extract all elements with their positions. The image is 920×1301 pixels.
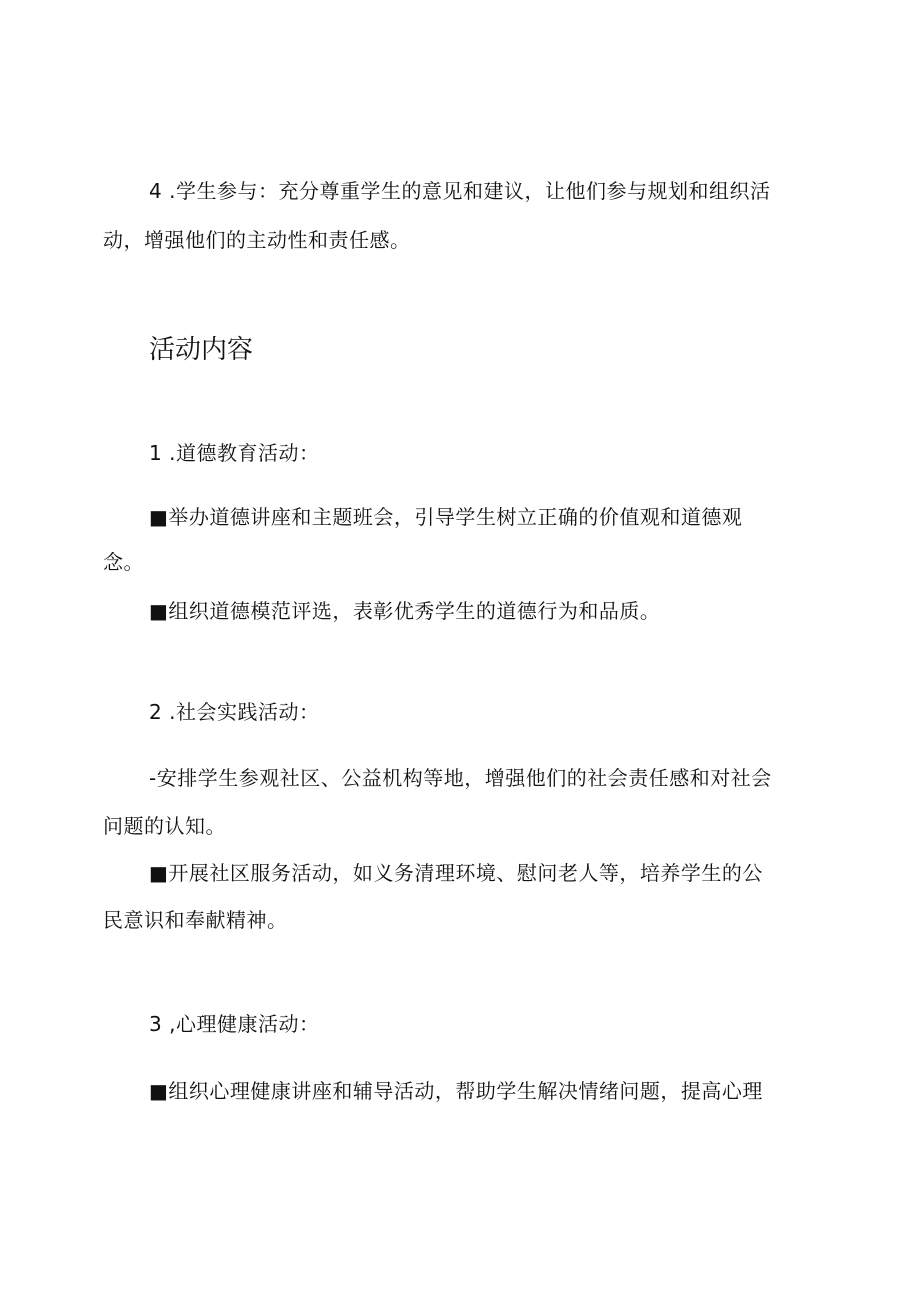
social-bullet2-line2: 民意识和奉献精神。 (103, 908, 288, 932)
item4-line2: 动，增强他们的主动性和责任感。 (103, 228, 411, 252)
moral-title: 1 .道德教育活动： (149, 441, 320, 465)
social-bullet2-line1: ■开展社区服务活动，如义务清理环境、慰问老人等，培养学生的公 (149, 861, 763, 885)
social-bullet1-line2: 问题的认知。 (103, 814, 226, 838)
moral-bullet2: ■组织道德模范评选，表彰优秀学生的道德行为和品质。 (149, 599, 661, 623)
social-title: 2 .社会实践活动： (149, 700, 320, 724)
item4-line1: 4 .学生参与：充分尊重学生的意见和建议，让他们参与规划和组织活 (149, 179, 771, 203)
section-title: 活动内容 (149, 335, 254, 365)
moral-bullet1-line2: 念。 (103, 550, 144, 574)
social-bullet1-line1: -安排学生参观社区、公益机构等地，增强他们的社会责任感和对社会 (149, 766, 772, 790)
mental-bullet1-line1: ■组织心理健康讲座和辅导活动，帮助学生解决情绪问题，提高心理 (149, 1079, 763, 1103)
mental-title: 3 ,心理健康活动： (149, 1012, 320, 1036)
moral-bullet1-line1: ■举办道德讲座和主题班会，引导学生树立正确的价值观和道德观 (149, 505, 743, 529)
